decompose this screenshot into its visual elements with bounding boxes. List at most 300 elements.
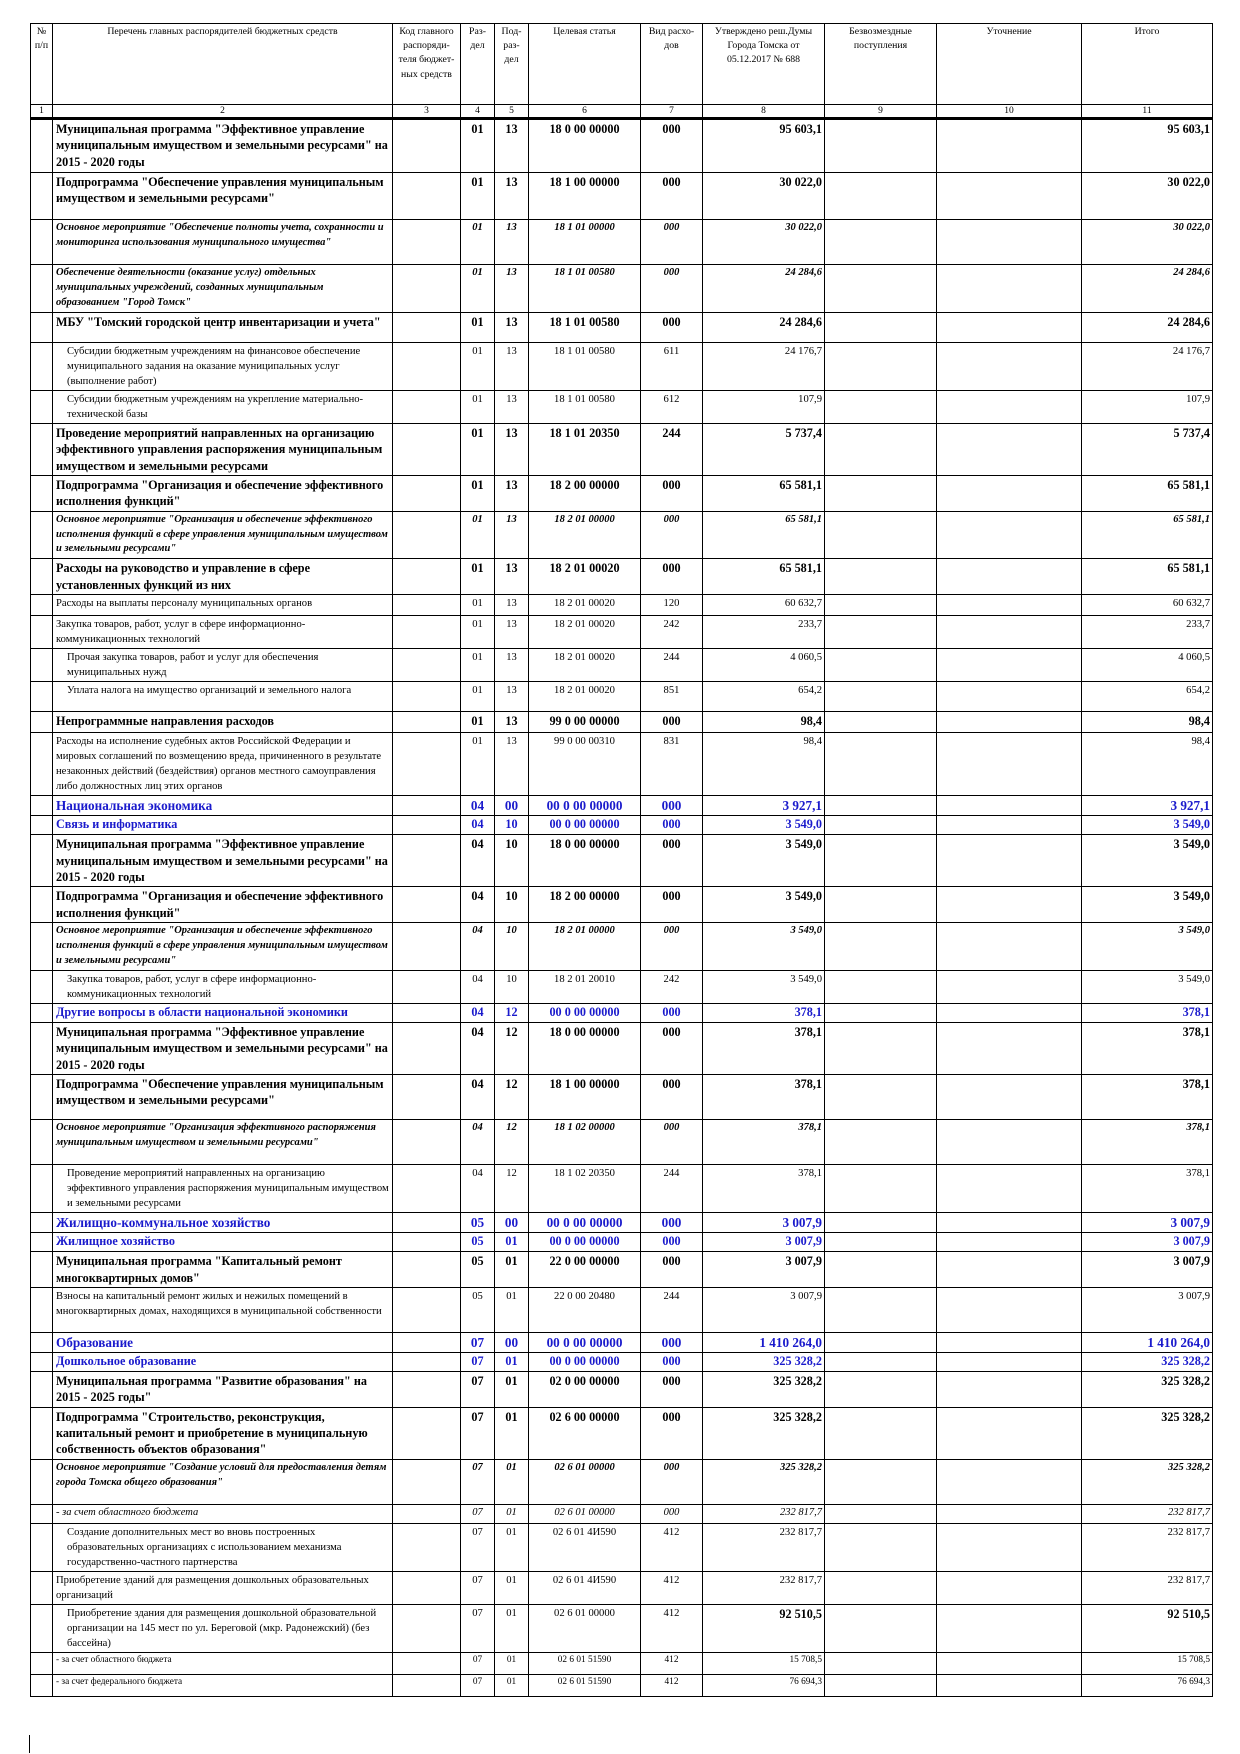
table-row: [31, 1459, 1213, 1504]
cell-num: [31, 970, 53, 1003]
header-row: [31, 24, 1213, 105]
cell-num: [31, 390, 53, 423]
cell-article: 00 0 00 00000: [529, 1003, 641, 1022]
cell-article: 22 0 00 00000: [529, 1252, 641, 1288]
cell-free: [825, 1653, 937, 1675]
cell-free: [825, 312, 937, 342]
cell-vid: 412: [641, 1571, 703, 1604]
cell-clar: [937, 1407, 1082, 1459]
cell-approved: 3 927,1: [703, 796, 825, 816]
table-row: [31, 511, 1213, 559]
cell-code: [393, 1022, 461, 1074]
cell-free: [825, 1164, 937, 1212]
cell-article: 00 0 00 00000: [529, 796, 641, 816]
cell-num: [31, 1213, 53, 1233]
cell-approved: 325 328,2: [703, 1407, 825, 1459]
cell-clar: [937, 1653, 1082, 1675]
cell-total: 232 817,7: [1082, 1523, 1213, 1571]
cell-num: [31, 1003, 53, 1022]
cell-article: 99 0 00 00000: [529, 712, 641, 733]
table-row: [31, 423, 1213, 475]
cell-name: Субсидии бюджетным учреждениям на финансовое обеспечение муниципального задания на оказание муниципальных услуг (выполнение работ): [53, 342, 393, 390]
cell-code: [393, 1233, 461, 1252]
cell-vid: 000: [641, 887, 703, 923]
cell-free: [825, 559, 937, 595]
cell-num: [31, 475, 53, 511]
cell-razdel: 01: [461, 423, 495, 475]
cell-article: 18 1 02 00000: [529, 1119, 641, 1164]
cell-article: 00 0 00 00000: [529, 1332, 641, 1352]
cell-code: [393, 1003, 461, 1022]
cell-name: Муниципальная программа "Эффективное управление муниципальным имуществом и земельными ресурсами" на 2015 - 2020 годы: [53, 1022, 393, 1074]
header-name: Перечень главных распорядителей бюджетных средств: [53, 24, 393, 105]
cell-name: Муниципальная программа "Капитальный ремонт многоквартирных домов": [53, 1252, 393, 1288]
table-row: [31, 1252, 1213, 1288]
cell-total: 95 603,1: [1082, 119, 1213, 173]
cell-podrazdel: 13: [495, 712, 529, 733]
cell-podrazdel: 01: [495, 1653, 529, 1675]
cell-num: [31, 682, 53, 712]
cell-free: [825, 816, 937, 835]
cell-vid: 000: [641, 1332, 703, 1352]
cell-code: [393, 173, 461, 220]
cell-name: Обеспечение деятельности (оказание услуг) отдельных муниципальных учреждений, созданных муниципальным образованием "Город Томск": [53, 265, 393, 313]
cell-clar: [937, 835, 1082, 887]
cell-podrazdel: 13: [495, 595, 529, 616]
cell-total: 232 817,7: [1082, 1571, 1213, 1604]
table-row: [31, 595, 1213, 616]
cell-approved: 654,2: [703, 682, 825, 712]
cell-clar: [937, 511, 1082, 559]
cell-total: 325 328,2: [1082, 1459, 1213, 1504]
header-razdel: Раз-дел: [461, 24, 495, 105]
cell-num: [31, 1233, 53, 1252]
cell-vid: 000: [641, 923, 703, 971]
cell-num: [31, 1653, 53, 1675]
cell-approved: 1 410 264,0: [703, 1332, 825, 1352]
cell-code: [393, 1504, 461, 1523]
cell-free: [825, 342, 937, 390]
cell-razdel: 07: [461, 1372, 495, 1408]
cell-approved: 3 549,0: [703, 816, 825, 835]
cell-total: 98,4: [1082, 733, 1213, 796]
cell-name: Связь и информатика: [53, 816, 393, 835]
cell-razdel: 07: [461, 1523, 495, 1571]
cell-total: 3 927,1: [1082, 796, 1213, 816]
cell-razdel: 01: [461, 173, 495, 220]
cell-total: 3 549,0: [1082, 816, 1213, 835]
cell-free: [825, 220, 937, 265]
table-row: [31, 712, 1213, 733]
header-article: Целевая статья: [529, 24, 641, 105]
cell-free: [825, 475, 937, 511]
cell-clar: [937, 733, 1082, 796]
cell-approved: 30 022,0: [703, 173, 825, 220]
cell-name: Подпрограмма "Обеспечение управления муниципальным имуществом и земельными ресурсами": [53, 1074, 393, 1119]
cell-clar: [937, 1353, 1082, 1372]
cell-article: 02 0 00 00000: [529, 1372, 641, 1408]
table-row: [31, 923, 1213, 971]
cell-clar: [937, 1074, 1082, 1119]
cell-podrazdel: 12: [495, 1074, 529, 1119]
cell-free: [825, 1074, 937, 1119]
cell-approved: 98,4: [703, 733, 825, 796]
cell-num: [31, 1459, 53, 1504]
table-row: [31, 887, 1213, 923]
cell-podrazdel: 13: [495, 649, 529, 682]
cell-num: [31, 173, 53, 220]
cell-clar: [937, 1504, 1082, 1523]
cell-razdel: 05: [461, 1287, 495, 1332]
cell-num: [31, 1372, 53, 1408]
cell-code: [393, 511, 461, 559]
cell-article: 02 6 01 51590: [529, 1675, 641, 1697]
table-row: [31, 616, 1213, 649]
cell-podrazdel: 12: [495, 1164, 529, 1212]
cell-name: - за счет областного бюджета: [53, 1653, 393, 1675]
cell-razdel: 04: [461, 1119, 495, 1164]
cell-vid: 412: [641, 1675, 703, 1697]
cell-clar: [937, 220, 1082, 265]
cell-free: [825, 1523, 937, 1571]
cell-code: [393, 733, 461, 796]
cell-article: 02 6 01 00000: [529, 1504, 641, 1523]
cell-name: Основное мероприятие "Организация и обеспечение эффективного исполнения функций в сфере управления муниципальным имуществом и земельными ресурсами": [53, 923, 393, 971]
cell-name: Приобретение зданий для размещения дошкольных образовательных организаций: [53, 1571, 393, 1604]
cell-article: 02 6 01 4И590: [529, 1523, 641, 1571]
cell-article: 18 0 00 00000: [529, 835, 641, 887]
cell-clar: [937, 423, 1082, 475]
table-row: [31, 1074, 1213, 1119]
cell-free: [825, 1252, 937, 1288]
cell-free: [825, 1119, 937, 1164]
cell-clar: [937, 1604, 1082, 1652]
cell-num: [31, 220, 53, 265]
cell-code: [393, 1287, 461, 1332]
cell-name: Национальная экономика: [53, 796, 393, 816]
cell-podrazdel: 01: [495, 1523, 529, 1571]
cell-clar: [937, 559, 1082, 595]
cell-razdel: 04: [461, 835, 495, 887]
cell-approved: 378,1: [703, 1003, 825, 1022]
header-clar: Уточнение: [937, 24, 1082, 105]
cell-code: [393, 595, 461, 616]
cell-clar: [937, 1003, 1082, 1022]
colnum-4: 4: [461, 105, 495, 119]
cell-total: 3 549,0: [1082, 835, 1213, 887]
cell-vid: 000: [641, 475, 703, 511]
cell-num: [31, 649, 53, 682]
table-row: [31, 1571, 1213, 1604]
cell-free: [825, 390, 937, 423]
cell-name: Закупка товаров, работ, услуг в сфере информационно-коммуникационных технологий: [53, 616, 393, 649]
cell-code: [393, 1653, 461, 1675]
cell-num: [31, 1252, 53, 1288]
table-row: [31, 559, 1213, 595]
cell-free: [825, 1022, 937, 1074]
cell-clar: [937, 887, 1082, 923]
cell-free: [825, 595, 937, 616]
cell-num: [31, 835, 53, 887]
cell-podrazdel: 01: [495, 1372, 529, 1408]
table-row: [31, 835, 1213, 887]
cell-num: [31, 733, 53, 796]
colnum-8: 8: [703, 105, 825, 119]
cell-article: 02 6 01 00000: [529, 1459, 641, 1504]
cell-clar: [937, 1164, 1082, 1212]
page-edge-line: [29, 1735, 30, 1753]
cell-total: 15 708,5: [1082, 1653, 1213, 1675]
cell-name: Подпрограмма "Строительство, реконструкция, капитальный ремонт и приобретение в муниципальную собственность объектов образования": [53, 1407, 393, 1459]
cell-free: [825, 1003, 937, 1022]
table-row: [31, 475, 1213, 511]
table-row: [31, 1164, 1213, 1212]
cell-vid: 000: [641, 119, 703, 173]
cell-total: 65 581,1: [1082, 559, 1213, 595]
cell-vid: 000: [641, 1074, 703, 1119]
table-row: [31, 970, 1213, 1003]
colnum-11: 11: [1082, 105, 1213, 119]
cell-podrazdel: 01: [495, 1233, 529, 1252]
cell-clar: [937, 1213, 1082, 1233]
cell-vid: 611: [641, 342, 703, 390]
cell-total: 1 410 264,0: [1082, 1332, 1213, 1352]
cell-podrazdel: 12: [495, 1119, 529, 1164]
cell-num: [31, 1407, 53, 1459]
cell-razdel: 01: [461, 312, 495, 342]
cell-free: [825, 1332, 937, 1352]
cell-approved: 3 549,0: [703, 970, 825, 1003]
cell-razdel: 04: [461, 1003, 495, 1022]
cell-total: 232 817,7: [1082, 1504, 1213, 1523]
cell-total: 107,9: [1082, 390, 1213, 423]
cell-approved: 98,4: [703, 712, 825, 733]
cell-name: Основное мероприятие "Организация эффективного распоряжения муниципальным имуществом и земельными ресурсами": [53, 1119, 393, 1164]
cell-article: 00 0 00 00000: [529, 1233, 641, 1252]
cell-code: [393, 220, 461, 265]
cell-code: [393, 390, 461, 423]
cell-free: [825, 1407, 937, 1459]
cell-article: 00 0 00 00000: [529, 1213, 641, 1233]
table-row: [31, 342, 1213, 390]
cell-approved: 30 022,0: [703, 220, 825, 265]
table-row: [31, 1407, 1213, 1459]
colnum-9: 9: [825, 105, 937, 119]
cell-clar: [937, 712, 1082, 733]
cell-podrazdel: 13: [495, 616, 529, 649]
cell-razdel: 01: [461, 682, 495, 712]
cell-approved: 325 328,2: [703, 1372, 825, 1408]
cell-article: 00 0 00 00000: [529, 816, 641, 835]
cell-approved: 232 817,7: [703, 1523, 825, 1571]
cell-free: [825, 835, 937, 887]
cell-vid: 244: [641, 649, 703, 682]
colnum-3: 3: [393, 105, 461, 119]
cell-podrazdel: 13: [495, 423, 529, 475]
cell-code: [393, 342, 461, 390]
cell-vid: 412: [641, 1523, 703, 1571]
cell-razdel: 01: [461, 119, 495, 173]
cell-article: 18 1 01 00000: [529, 220, 641, 265]
cell-vid: 000: [641, 1022, 703, 1074]
cell-podrazdel: 01: [495, 1407, 529, 1459]
cell-total: 378,1: [1082, 1119, 1213, 1164]
cell-podrazdel: 13: [495, 342, 529, 390]
cell-article: 18 2 01 00020: [529, 559, 641, 595]
cell-approved: 325 328,2: [703, 1459, 825, 1504]
cell-vid: 120: [641, 595, 703, 616]
cell-num: [31, 1504, 53, 1523]
cell-razdel: 07: [461, 1504, 495, 1523]
cell-total: 65 581,1: [1082, 475, 1213, 511]
header-num: № п/п: [31, 24, 53, 105]
cell-name: - за счет федерального бюджета: [53, 1675, 393, 1697]
cell-approved: 95 603,1: [703, 119, 825, 173]
cell-name: Дошкольное образование: [53, 1353, 393, 1372]
cell-code: [393, 816, 461, 835]
cell-podrazdel: 13: [495, 119, 529, 173]
cell-total: 325 328,2: [1082, 1407, 1213, 1459]
cell-num: [31, 1604, 53, 1652]
cell-free: [825, 1287, 937, 1332]
cell-razdel: 05: [461, 1213, 495, 1233]
cell-podrazdel: 10: [495, 835, 529, 887]
cell-clar: [937, 1233, 1082, 1252]
cell-vid: 612: [641, 390, 703, 423]
cell-podrazdel: 00: [495, 1332, 529, 1352]
table-row: [31, 1372, 1213, 1408]
cell-podrazdel: 13: [495, 733, 529, 796]
cell-total: 325 328,2: [1082, 1353, 1213, 1372]
cell-clar: [937, 173, 1082, 220]
cell-num: [31, 1353, 53, 1372]
cell-clar: [937, 1523, 1082, 1571]
cell-podrazdel: 12: [495, 1003, 529, 1022]
cell-free: [825, 1233, 937, 1252]
cell-approved: 92 510,5: [703, 1604, 825, 1652]
cell-total: 3 007,9: [1082, 1287, 1213, 1332]
cell-total: 76 694,3: [1082, 1675, 1213, 1697]
cell-approved: 60 632,7: [703, 595, 825, 616]
cell-razdel: 01: [461, 733, 495, 796]
cell-approved: 325 328,2: [703, 1353, 825, 1372]
cell-num: [31, 1119, 53, 1164]
table-row: [31, 220, 1213, 265]
cell-code: [393, 887, 461, 923]
cell-article: 18 2 01 00000: [529, 923, 641, 971]
cell-name: Другие вопросы в области национальной экономики: [53, 1003, 393, 1022]
cell-name: Приобретение здания для размещения дошкольной образовательной организации на 145 мест по ул. Береговой (мкр. Радонежский) (без бассейна): [53, 1604, 393, 1652]
cell-code: [393, 1604, 461, 1652]
cell-code: [393, 423, 461, 475]
cell-razdel: 04: [461, 816, 495, 835]
cell-total: 3 549,0: [1082, 887, 1213, 923]
header-podrazdel: Под-раз-дел: [495, 24, 529, 105]
cell-vid: 000: [641, 312, 703, 342]
cell-num: [31, 265, 53, 313]
cell-podrazdel: 01: [495, 1252, 529, 1288]
cell-free: [825, 1571, 937, 1604]
cell-name: Основное мероприятие "Создание условий для предоставления детям города Томска общего образования": [53, 1459, 393, 1504]
cell-total: 3 549,0: [1082, 923, 1213, 971]
cell-num: [31, 816, 53, 835]
cell-approved: 232 817,7: [703, 1504, 825, 1523]
cell-podrazdel: 13: [495, 511, 529, 559]
cell-clar: [937, 1675, 1082, 1697]
cell-free: [825, 1372, 937, 1408]
cell-code: [393, 1119, 461, 1164]
cell-razdel: 05: [461, 1233, 495, 1252]
cell-name: Субсидии бюджетным учреждениям на укрепление материально-технической базы: [53, 390, 393, 423]
cell-name: Жилищно-коммунальное хозяйство: [53, 1213, 393, 1233]
cell-podrazdel: 13: [495, 475, 529, 511]
cell-vid: 000: [641, 835, 703, 887]
cell-total: 60 632,7: [1082, 595, 1213, 616]
table-row: [31, 1353, 1213, 1372]
cell-name: Закупка товаров, работ, услуг в сфере информационно-коммуникационных технологий: [53, 970, 393, 1003]
table-row: [31, 1523, 1213, 1571]
header-vid: Вид расхо-дов: [641, 24, 703, 105]
cell-free: [825, 682, 937, 712]
cell-num: [31, 119, 53, 173]
cell-name: Расходы на руководство и управление в сфере установленных функций из них: [53, 559, 393, 595]
cell-razdel: 04: [461, 923, 495, 971]
table-row: [31, 1332, 1213, 1352]
cell-free: [825, 265, 937, 313]
cell-article: 18 2 01 00020: [529, 616, 641, 649]
table-row: [31, 649, 1213, 682]
cell-clar: [937, 649, 1082, 682]
cell-razdel: 07: [461, 1653, 495, 1675]
cell-vid: 412: [641, 1653, 703, 1675]
cell-free: [825, 423, 937, 475]
cell-article: 02 6 01 51590: [529, 1653, 641, 1675]
cell-article: 18 2 01 00020: [529, 682, 641, 712]
cell-code: [393, 1372, 461, 1408]
cell-approved: 15 708,5: [703, 1653, 825, 1675]
cell-name: Муниципальная программа "Развитие образования" на 2015 - 2025 годы": [53, 1372, 393, 1408]
cell-free: [825, 1353, 937, 1372]
cell-vid: 000: [641, 1504, 703, 1523]
cell-vid: 000: [641, 1233, 703, 1252]
cell-vid: 000: [641, 1353, 703, 1372]
cell-total: 3 549,0: [1082, 970, 1213, 1003]
cell-article: 18 1 00 00000: [529, 173, 641, 220]
cell-num: [31, 1074, 53, 1119]
cell-num: [31, 1332, 53, 1352]
cell-approved: 3 007,9: [703, 1213, 825, 1233]
cell-num: [31, 712, 53, 733]
cell-razdel: 01: [461, 475, 495, 511]
cell-vid: 000: [641, 173, 703, 220]
cell-article: 18 1 01 00580: [529, 265, 641, 313]
cell-total: 65 581,1: [1082, 511, 1213, 559]
cell-razdel: 01: [461, 616, 495, 649]
cell-code: [393, 649, 461, 682]
cell-vid: 000: [641, 511, 703, 559]
cell-name: Создание дополнительных мест во вновь построенных образовательных организациях с использованием механизма государственно-частного партнерства: [53, 1523, 393, 1571]
cell-clar: [937, 1287, 1082, 1332]
cell-vid: 244: [641, 1287, 703, 1332]
cell-podrazdel: 01: [495, 1504, 529, 1523]
cell-approved: 378,1: [703, 1119, 825, 1164]
cell-free: [825, 649, 937, 682]
cell-num: [31, 1164, 53, 1212]
cell-code: [393, 796, 461, 816]
colnum-7: 7: [641, 105, 703, 119]
cell-podrazdel: 01: [495, 1571, 529, 1604]
cell-approved: 76 694,3: [703, 1675, 825, 1697]
